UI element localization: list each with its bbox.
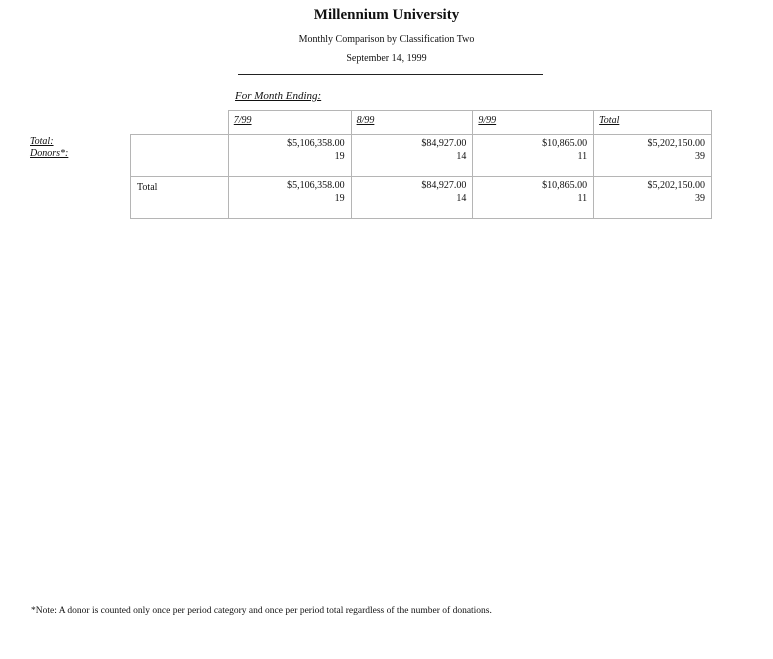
table-cell: $10,865.00 11	[473, 135, 594, 177]
table-row	[131, 177, 712, 219]
row-type-labels	[30, 136, 68, 160]
column-header: 7/99	[228, 111, 351, 135]
table-cell: $5,106,358.00 19	[228, 177, 351, 219]
footnote: *Note: A donor is counted only once per period category and once per period total regardless of the number of donations.	[31, 606, 492, 616]
table-cell: $10,865.00 11	[473, 177, 594, 219]
table-row	[131, 135, 712, 177]
header-rule	[238, 74, 543, 75]
row-label: Total	[131, 177, 229, 219]
donors-side-label: Donors*:	[30, 148, 69, 159]
total-side-label: Total:	[30, 136, 54, 147]
column-header: Total	[594, 111, 712, 135]
table-cell: $5,202,150.00 39	[594, 135, 712, 177]
table-header-row	[131, 111, 712, 135]
column-header: 9/99	[473, 111, 594, 135]
header-blank-cell	[131, 111, 229, 135]
report-title: Millennium University	[313, 7, 460, 23]
comparison-table	[130, 110, 712, 219]
column-header: 8/99	[351, 111, 473, 135]
report-date: September 14, 1999	[346, 53, 427, 64]
table-cell: $5,202,150.00 39	[594, 177, 712, 219]
table-cell: $84,927.00 14	[351, 177, 473, 219]
table-cell: $5,106,358.00 19	[228, 135, 351, 177]
report-subtitle: Monthly Comparison by Classification Two	[298, 34, 475, 45]
table-cell: $84,927.00 14	[351, 135, 473, 177]
for-month-ending-label: For Month Ending:	[235, 90, 322, 102]
row-label	[131, 135, 229, 177]
